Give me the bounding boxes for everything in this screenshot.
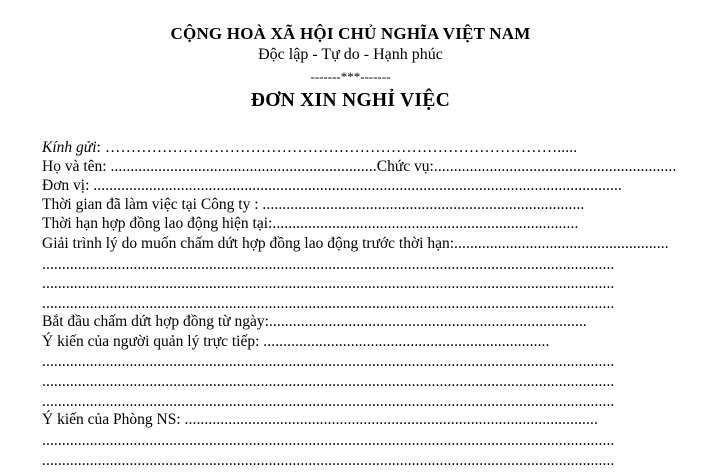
- manager-blank-line[interactable]: [42, 373, 652, 391]
- manager-opinion-line: [42, 333, 652, 351]
- manager-opinion-field[interactable]: ........................................................................: [263, 333, 550, 350]
- blank-dots[interactable]: ................................................................................................................................................: [42, 393, 615, 410]
- start-date-field[interactable]: ................................................................................: [268, 313, 587, 330]
- unit-line: [42, 177, 652, 195]
- start-date-label: Bắt đầu chấm dứt hợp đồng từ ngày:: [42, 313, 269, 330]
- reason-blank-line[interactable]: [42, 295, 652, 313]
- reason-blank-line[interactable]: [42, 256, 652, 274]
- worktime-label: Thời gian đã làm việc tại Công ty :: [42, 196, 263, 213]
- manager-blank-line[interactable]: [42, 393, 652, 411]
- name-line: [42, 158, 677, 176]
- hr-blank-line[interactable]: [42, 452, 652, 470]
- reason-field[interactable]: ......................................................: [454, 235, 669, 252]
- hr-opinion-label: Ý kiến của Phòng NS:: [42, 411, 185, 428]
- recipient-line: [42, 139, 652, 157]
- worktime-field[interactable]: .................................................................................: [262, 196, 585, 213]
- nation-heading: CỘNG HOÀ XÃ HỘI CHỦ NGHĨA VIỆT NAM: [170, 24, 531, 43]
- position-label: Chức vụ:: [376, 158, 434, 175]
- reason-label: Giải trình lý do muốn chấm dứt hợp đồng lao động trước thời hạn:: [42, 235, 455, 252]
- name-label: Họ và tên:: [42, 158, 111, 175]
- blank-dots[interactable]: ................................................................................................................................................: [42, 353, 615, 370]
- contract-label: Thời hạn hợp đồng lao động hiện tại:: [42, 215, 273, 232]
- blank-dots[interactable]: ................................................................................................................................................: [42, 432, 615, 449]
- motto-heading: Độc lập - Tự do - Hạnh phúc: [258, 46, 443, 63]
- manager-opinion-label: Ý kiến của người quản lý trực tiếp:: [42, 333, 264, 350]
- blank-dots[interactable]: ................................................................................................................................................: [42, 295, 615, 312]
- start-date-line: [42, 313, 652, 331]
- blank-dots[interactable]: ................................................................................................................................................: [42, 373, 615, 390]
- recipient-field[interactable]: : …………………………………………………………………………….....: [96, 139, 578, 156]
- header-separator: -------***-------: [310, 69, 391, 84]
- blank-dots[interactable]: ................................................................................................................................................: [42, 275, 615, 292]
- document-title: ĐƠN XIN NGHỈ VIỆC: [250, 90, 451, 111]
- contract-line: [42, 215, 652, 233]
- hr-opinion-line: [42, 411, 652, 429]
- reason-line: [42, 235, 669, 253]
- unit-label: Đơn vị:: [42, 177, 94, 194]
- blank-dots[interactable]: ................................................................................................................................................: [42, 256, 615, 273]
- contract-field[interactable]: .............................................................................: [272, 215, 579, 232]
- worktime-line: [42, 196, 652, 214]
- blank-dots[interactable]: ................................................................................................................................................: [42, 452, 615, 469]
- manager-blank-line[interactable]: [42, 353, 652, 371]
- position-field[interactable]: .............................................................: [433, 158, 677, 175]
- recipient-label: Kính gửi: [42, 139, 97, 156]
- hr-blank-line[interactable]: [42, 432, 652, 450]
- name-field[interactable]: ...................................................................: [110, 158, 377, 175]
- hr-opinion-field[interactable]: ........................................................................................................: [184, 411, 598, 428]
- unit-field[interactable]: .....................................................................................................................................: [93, 177, 622, 194]
- reason-blank-line[interactable]: [42, 275, 652, 293]
